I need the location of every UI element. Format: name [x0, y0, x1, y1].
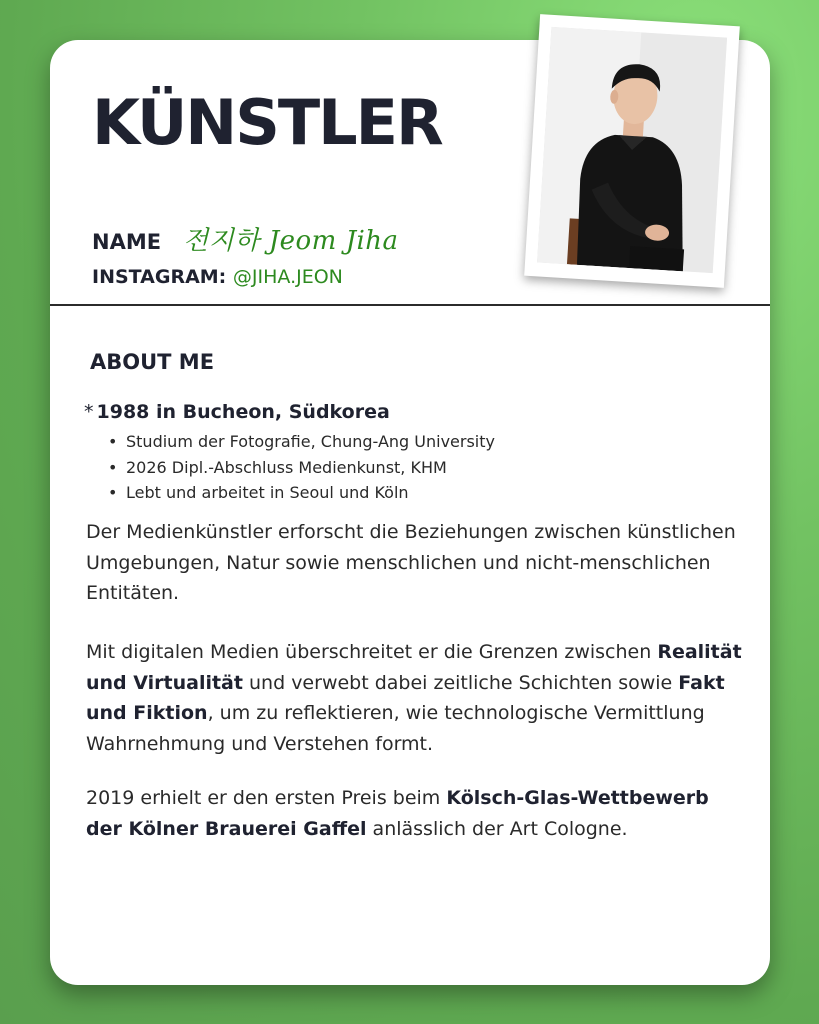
- portrait-polaroid: [524, 14, 740, 288]
- bullet-icon: •: [108, 457, 118, 477]
- name-label: NAME: [92, 230, 162, 254]
- list-item: • 2026 Dipl.-Abschluss Medienkunst, KHM: [108, 455, 495, 481]
- birth-line: [84, 401, 390, 423]
- about-title: ABOUT ME: [90, 350, 215, 374]
- instagram-handle[interactable]: @JIHA.JEON: [232, 266, 343, 288]
- name-row: [92, 220, 399, 257]
- instagram-label: INSTAGRAM:: [92, 266, 227, 288]
- instagram-row: [92, 266, 343, 288]
- name-value: 전지하 Jeom Jiha: [183, 226, 399, 256]
- person-portrait-icon: [537, 27, 727, 273]
- divider: [50, 304, 770, 306]
- asterisk-icon: *: [84, 401, 94, 423]
- bullet-icon: •: [108, 483, 118, 502]
- portrait-photo: [537, 27, 727, 273]
- facts-list: [108, 429, 495, 506]
- birth-text: 1988 in Bucheon, Südkorea: [96, 401, 390, 423]
- list-item: • Studium der Fotografie, Chung-Ang University: [108, 429, 495, 455]
- paragraph-intro: Der Medienkünstler erforscht die Beziehungen zwischen künstlichen Umgebungen, Natur sowie menschlichen und nicht-menschlichen Entitäten.: [86, 521, 736, 604]
- list-item: • Lebt und arbeitet in Seoul und Köln: [108, 480, 495, 506]
- paragraph-award: 2019 erhielt er den ersten Preis beim Kölsch-Glas-Wettbewerb der Kölner Brauerei Gaffel anlässlich der Art Cologne.: [86, 787, 709, 840]
- paragraph-media: Mit digitalen Medien überschreitet er die Grenzen zwischen Realität und Virtualität und verwebt dabei zeitliche Schichten sowie Fakt und Fiktion, um zu reflektieren, wie technologische Vermittlung Wahrnehmung und Verstehen formt.: [86, 641, 742, 755]
- page-title: KÜNSTLER: [92, 86, 442, 159]
- bullet-icon: •: [108, 432, 118, 451]
